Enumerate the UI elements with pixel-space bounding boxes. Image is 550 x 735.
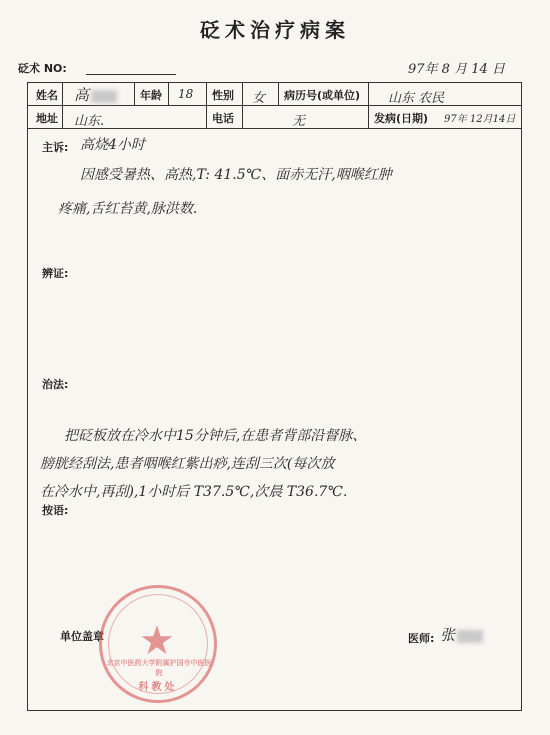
phone-value: 无 — [292, 114, 306, 129]
header-row-2 — [28, 106, 521, 128]
onset-value: 97年 12月14日 — [444, 114, 516, 125]
page-title: 砭术治疗病案 — [200, 18, 350, 42]
header-table — [27, 82, 522, 129]
name-redaction — [91, 90, 117, 103]
treatment-line-3: 在冷水中,再刮),1小时后 T37.5℃,次晨 T36.7℃. — [40, 484, 348, 500]
age-value: 18 — [178, 87, 194, 101]
differentiation-label: 辨证: — [42, 267, 69, 280]
age-label: 年龄 — [140, 89, 162, 102]
doctor-redaction — [457, 630, 483, 643]
treatment-line-1: 把砭板放在冷水中15分钟后,在患者背部沿督脉、 — [64, 428, 367, 444]
doctor-signature: 张 — [440, 624, 483, 645]
complaint-line-1: 高烧4小时 — [80, 137, 145, 153]
onset-label: 发病(日期) — [374, 112, 429, 125]
complaint-line-2: 因感受暑热、高热,T: 41.5℃、面赤无汗,咽喉红肿 — [80, 167, 392, 183]
treatment-label: 治法: — [42, 378, 69, 391]
address-label: 地址 — [36, 112, 58, 125]
unit-seal-label: 单位盖章 — [60, 630, 104, 643]
name-label: 姓名 — [36, 89, 58, 102]
treatment-line-2: 膀胱经刮法,患者咽喉红紫出痧,连刮三次(每次放 — [40, 456, 335, 472]
name-value: 高 — [74, 84, 117, 105]
record-no-line — [86, 74, 176, 75]
stamp-ring-text: 北京中医药大学附属护国寺中医医院 — [106, 659, 212, 677]
header-row-1 — [28, 83, 521, 106]
record-label: 病历号(或单位) — [284, 89, 361, 102]
sex-value: 女 — [252, 91, 266, 106]
record-no-label: 砭术 NO: — [18, 62, 67, 75]
phone-label: 电话 — [212, 112, 234, 125]
sex-label: 性别 — [212, 89, 234, 102]
complaint-label: 主诉: — [42, 141, 69, 154]
stamp-center-text: 科教处 — [138, 682, 178, 693]
hospital-seal-stamp — [99, 585, 217, 703]
record-date: 97年 8 月 14 日 — [408, 62, 505, 77]
star-icon: ★ — [139, 618, 175, 664]
complaint-line-3: 疼痛,舌红苔黄,脉洪数. — [58, 201, 198, 217]
doctor-label: 医师: — [408, 632, 435, 645]
notes-label: 按语: — [42, 504, 69, 517]
record-value: 山东 农民 — [388, 91, 445, 106]
address-value: 山东. — [74, 114, 105, 129]
